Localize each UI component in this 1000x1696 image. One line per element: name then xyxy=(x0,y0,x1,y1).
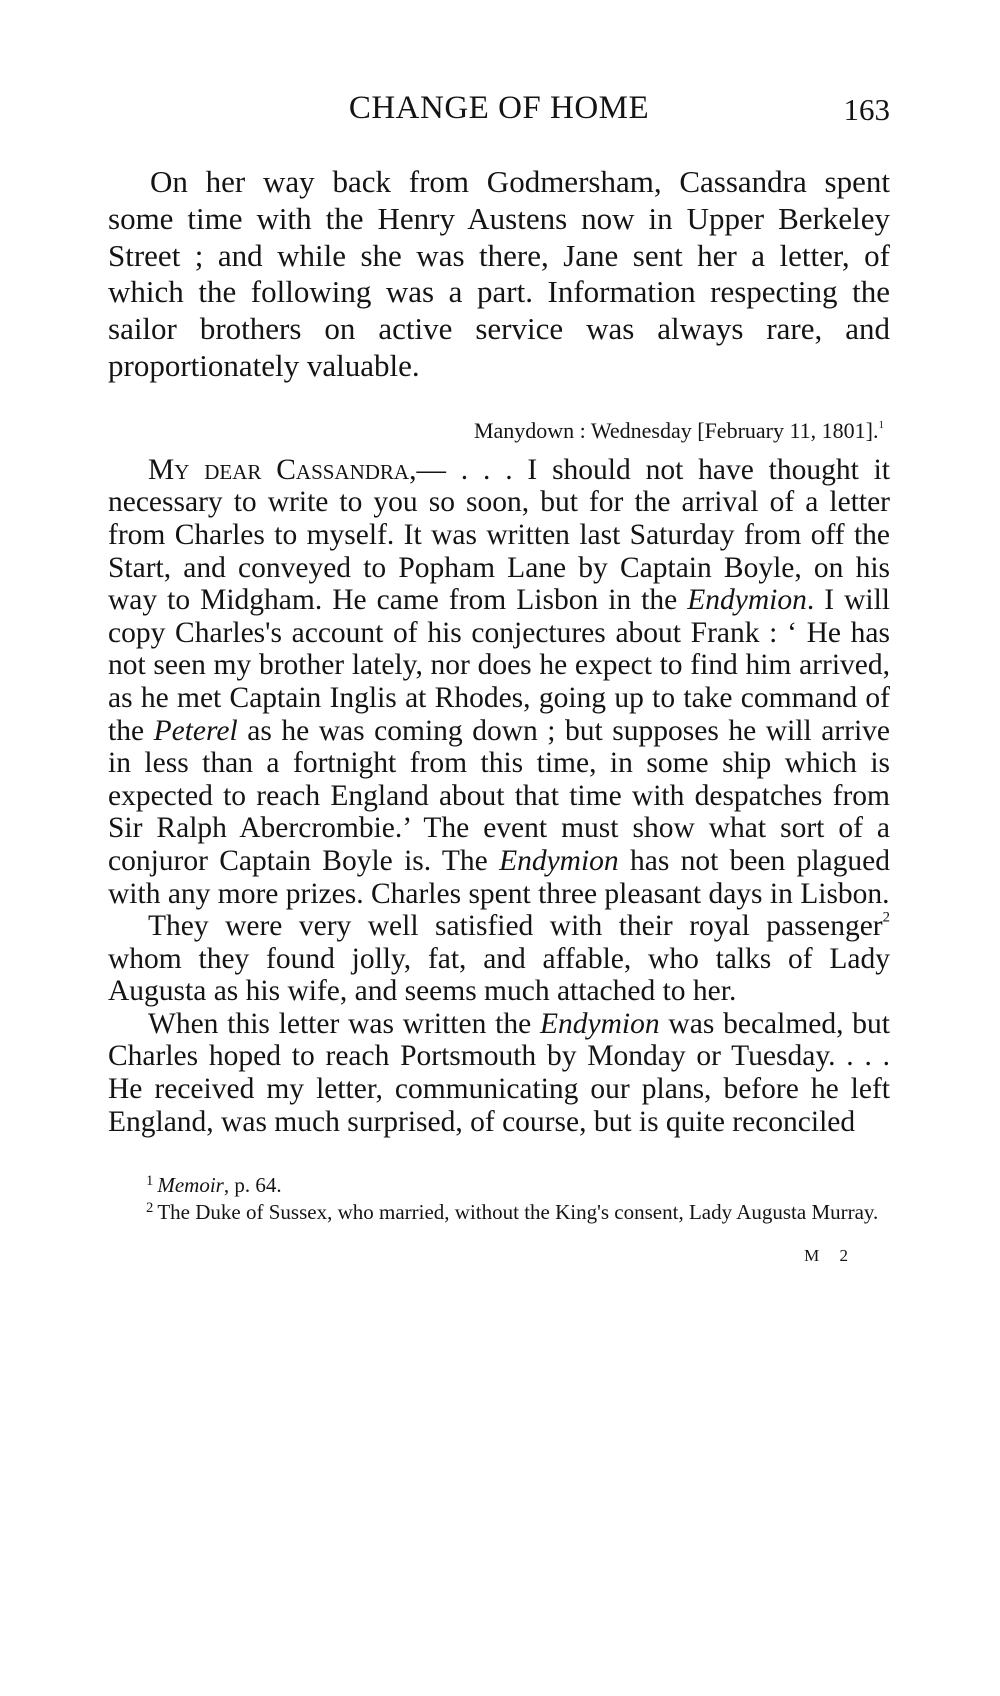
footnote-marker: 1 xyxy=(146,1172,154,1189)
footnote-2 xyxy=(108,1199,890,1226)
footnote-source-title: Memoir xyxy=(157,1173,224,1198)
footnote-text: , p. 64. xyxy=(223,1173,282,1198)
book-page xyxy=(108,90,890,1266)
dateline-text: Manydown : Wednesday [February 11, 1801]. xyxy=(473,417,879,443)
footnote-marker: 2 xyxy=(146,1199,154,1216)
letter-paragraph-3 xyxy=(108,1008,890,1138)
footnote-text: The Duke of Sussex, who married, without the King's consent, Lady Augusta Murray. xyxy=(157,1200,879,1225)
running-title: CHANGE OF HOME xyxy=(348,90,650,126)
paragraph-3-part-a: When this letter was written the xyxy=(148,1007,540,1040)
salutation: My dear Cassandra, xyxy=(148,453,417,486)
ship-name-endymion: Endymion xyxy=(499,844,619,877)
ship-name-peterel: Peterel xyxy=(153,714,238,747)
intro-paragraph: On her way back from Godmersham, Cassandra spent some time with the Henry Austens now in Upper Berkeley Street ; and while she was there, Jane sent her a letter, of which the following was a part. Information respecting the sailor brothers on active service was always rare, and proportionately valuable. xyxy=(108,164,890,383)
footnotes xyxy=(108,1172,890,1226)
paragraph-2-part-a: They were very well satisfied with their royal passenger xyxy=(148,910,883,943)
paragraph-3-part-b: was becalmed, but Charles hoped to reach Portsmouth by Monday or Tuesday. . . . He received my letter, communicating our plans, before he left England, was much surprised, of course, but is quite reconciled xyxy=(108,1007,890,1138)
letter-body xyxy=(108,454,890,1138)
footnote-ref-2: 2 xyxy=(882,909,890,926)
ship-name-endymion: Endymion xyxy=(539,1007,660,1040)
page-number: 163 xyxy=(843,92,890,127)
footnote-1 xyxy=(108,1172,890,1199)
letter-dateline xyxy=(108,416,890,446)
paragraph-1-part-b: . I will copy Charles's account of his conjectures about Frank : ‘ He has not seen my brother lately, nor does he expect to find him arrived, as he met Captain Inglis at Rhodes, going up to take command of the xyxy=(108,584,890,747)
paragraph-2-part-b: whom they found jolly, fat, and affable, who talks of Lady Augusta as his wife, and seems much attached to her. xyxy=(108,942,890,1008)
page-header xyxy=(108,90,890,140)
paragraph-1-part-c: as he was coming down ; but supposes he will arrive in less than a fortnight from this time, in some ship which is expected to reach England about that time with despatches from Sir Ralph Abercrombie.’ The event must show what sort of a conjuror Captain Boyle is. The xyxy=(108,714,890,877)
paragraph-1-part-d: has not been plagued with any more prizes. Charles spent three pleasant days in Lisbon. xyxy=(108,844,890,910)
footnote-ref-1: 1 xyxy=(878,418,884,431)
letter-paragraph-2 xyxy=(108,910,890,1008)
signature-mark: M 2 xyxy=(804,1246,856,1266)
ship-name-endymion: Endymion xyxy=(687,584,807,617)
paragraph-1-part-a: — . . . I should not have thought it necessary to write to you so soon, but for the arrival of a letter from Charles to myself. It was written last Saturday from off the Start, and conveyed to Popham Lane by Captain Boyle, on his way to Midgham. He came from Lisbon in the xyxy=(108,453,890,617)
letter-paragraph-1 xyxy=(108,454,890,910)
